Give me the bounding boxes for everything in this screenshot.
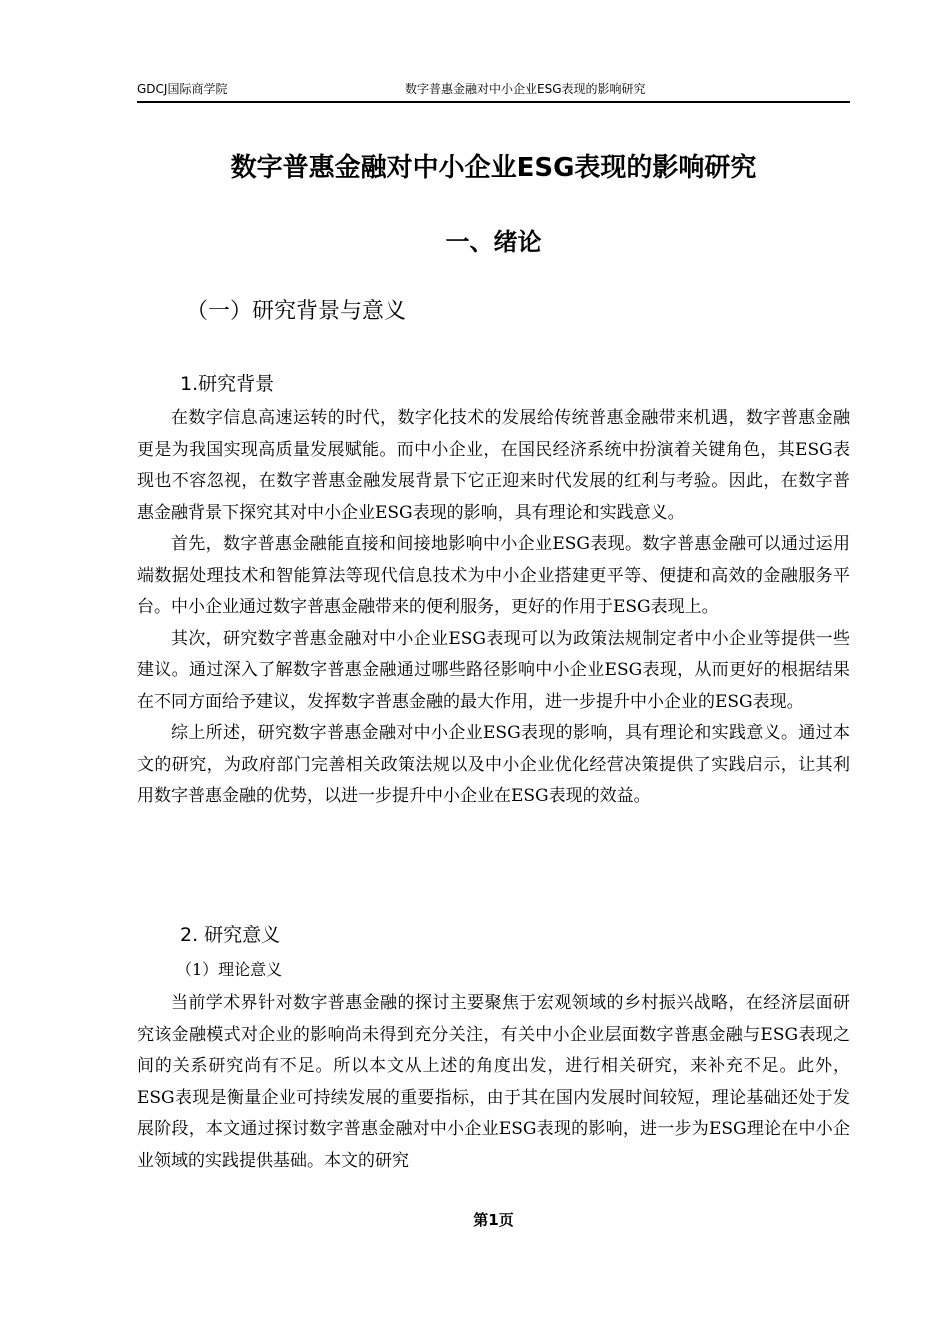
minor-heading-theory: （1）理论意义 xyxy=(176,960,283,979)
header-title: 数字普惠金融对中小企业ESG表现的影响研究 xyxy=(405,82,646,96)
chapter-heading: 一、绪论 xyxy=(445,228,542,256)
paragraph: 当前学术界针对数字普惠金融的探讨主要聚焦于宏观领域的乡村振兴战略，在经济层面研究该金融模式对企业的影响尚未得到充分关注，有关中小企业层面数字普惠金融与ESG表现之间的关系研究尚有不足。所以本文从上述的角度出发，进行相关研究，来补充不足。此外，ESG表现是衡量企业可持续发展的重要指标，由于其在国内发展时间较短，理论基础还处于发展阶段，本文通过探讨数字普惠金融对中小企业ESG表现的影响，进一步为ESG理论在中小企业领域的实践提供基础。本文的研究 xyxy=(137,993,850,1171)
paragraph: 首先，数字普惠金融能直接和间接地影响中小企业ESG表现。数字普惠金融可以通过运用端数据处理技术和智能算法等现代信息技术为中小企业搭建更平等、便捷和高效的金融服务平台。中小企业通过数字普惠金融带来的便利服务，更好的作用于ESG表现上。 xyxy=(137,534,850,617)
paragraph: 其次，研究数字普惠金融对中小企业ESG表现可以为政策法规制定者中小企业等提供一些建议。通过深入了解数字普惠金融通过哪些路径影响中小企业ESG表现，从而更好的根据结果在不同方面给予建议，发挥数字普惠金融的最大作用，进一步提升中小企业的ESG表现。 xyxy=(137,628,850,712)
document-title: 数字普惠金融对中小企业ESG表现的影响研究 xyxy=(230,153,757,183)
header-institution: GDCJ国际商学院 xyxy=(137,82,228,96)
page-number: 第1页 xyxy=(473,1211,514,1229)
background-text xyxy=(137,403,850,813)
subsection-heading-background: 1.研究背景 xyxy=(180,373,275,395)
paragraph: 综上所述，研究数字普惠金融对中小企业ESG表现的影响，具有理论和实践意义。通过本文的研究，为政府部门完善相关政策法规以及中小企业优化经营决策提供了实践启示，让其利用数字普惠金融的优势，以进一步提升中小企业在ESG表现的效益。 xyxy=(137,723,850,806)
theory-text xyxy=(137,988,850,1177)
running-header xyxy=(137,80,850,100)
header-divider xyxy=(137,101,850,103)
paragraph: 在数字信息高速运转的时代，数字化技术的发展给传统普惠金融带来机遇，数字普惠金融更是为我国实现高质量发展赋能。而中小企业，在国民经济系统中扮演着关键角色，其ESG表现也不容忽视，在数字普惠金融发展背景下它正迎来时代发展的红利与考验。因此，在数字普惠金融背景下探究其对中小企业ESG表现的影响，具有理论和实践意义。 xyxy=(137,408,850,523)
section-heading: （一）研究背景与意义 xyxy=(186,299,407,324)
subsection-heading-significance: 2. 研究意义 xyxy=(180,924,281,946)
